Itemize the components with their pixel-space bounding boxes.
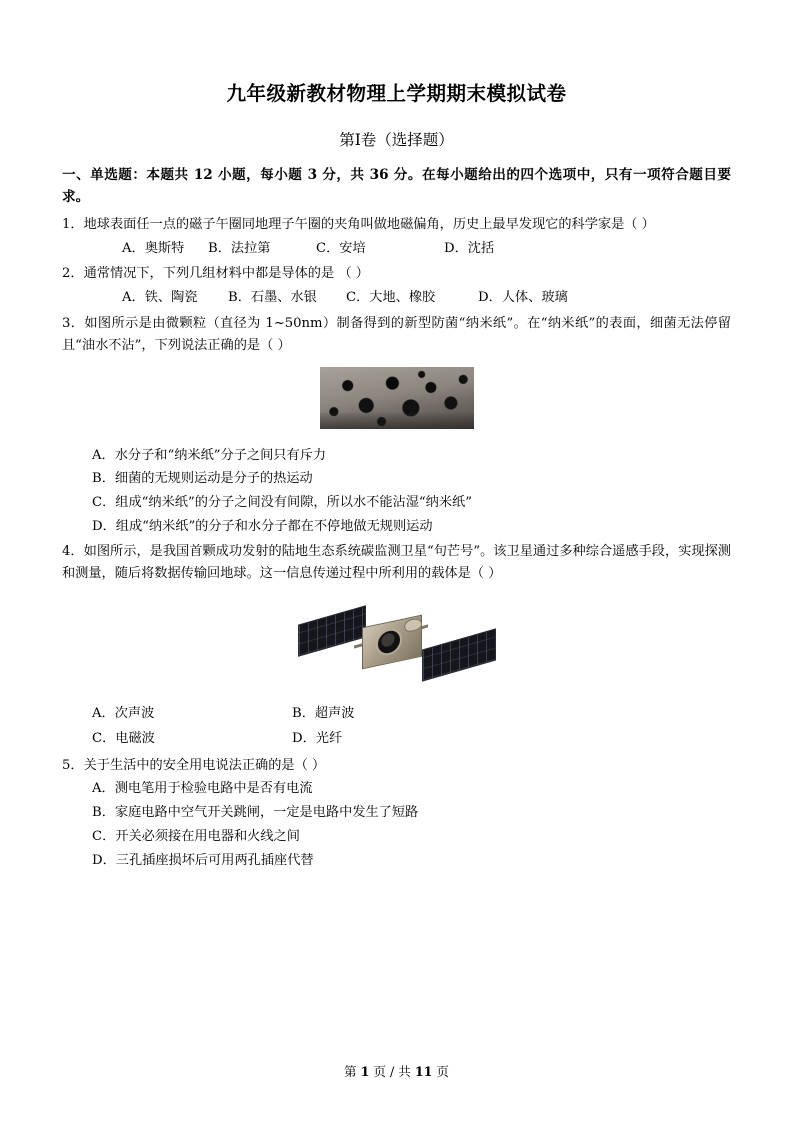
satellite-solar-panel-right xyxy=(422,629,496,682)
option-3-a: A．水分子和“纳米纸”分子之间只有斥力 xyxy=(92,447,327,463)
question-options-1 xyxy=(62,238,731,260)
option-5-b: B．家庭电路中空气开关跳闸，一定是电路中发生了短路 xyxy=(92,805,419,821)
nano-paper-photo xyxy=(320,367,474,429)
section-title: 第I卷（选择题） xyxy=(339,131,454,149)
option-3-b: B．细菌的无规则运动是分子的热运动 xyxy=(92,471,313,487)
question-options-2 xyxy=(62,287,731,309)
footer-prefix: 第 xyxy=(344,1064,357,1079)
option-4-a: A．次声波 xyxy=(92,706,155,722)
satellite-photo xyxy=(292,595,502,687)
page-footer xyxy=(0,1061,793,1080)
option-5-a: A．测电笔用于检验电路中是否有电流 xyxy=(92,781,313,797)
option-1-a: A．奥斯特 xyxy=(122,240,185,256)
option-4-c: C．电磁波 xyxy=(92,730,155,746)
option-2-d: D．人体、玻璃 xyxy=(478,290,568,306)
question-stem-4: 4．如图所示，是我国首颗成功发射的陆地生态系统碳监测卫星“句芒号”。该卫星通过多种综合遥感手段，实现探测和测量，随后将数据传输回地球。这一信息传递过程中所利用的载体是（ ） xyxy=(62,544,731,582)
option-1-b: B．法拉第 xyxy=(208,240,271,256)
question-options-4-row-2 xyxy=(62,728,731,751)
option-5-c: C．开关必须接在用电器和火线之间 xyxy=(92,828,300,844)
figure-nano-paper-wrapper xyxy=(62,367,731,433)
question-stem-2: 2．通常情况下，下列几组材料中都是导体的是 （ ） xyxy=(62,266,369,282)
option-1-c: C．安培 xyxy=(316,240,366,256)
option-2-a: A．铁、陶瓷 xyxy=(122,290,198,306)
option-5-d: D．三孔插座损坏后可用两孔插座代替 xyxy=(92,852,314,868)
page-title: 九年级新教材物理上学期期末模拟试卷 xyxy=(226,82,567,105)
option-4-b: B．超声波 xyxy=(292,706,355,722)
part-heading: 一、单选题：本题共 12 小题，每小题 3 分，共 36 分。在每小题给出的四个选项中，只有一项符合题目要求。 xyxy=(62,167,731,206)
question-options-4-row-1 xyxy=(62,703,731,726)
question-stem-1: 1．地球表面任一点的磁子午圈同地理子午圈的夹角叫做地磁偏角，历史上最早发现它的科学家是（ ） xyxy=(62,217,655,233)
footer-current-page: 1 xyxy=(360,1064,370,1079)
footer-total-pages: 11 xyxy=(414,1064,433,1079)
satellite-solar-panel-left xyxy=(298,605,366,656)
option-2-b: B．石墨、水银 xyxy=(228,290,317,306)
footer-suffix: 页 xyxy=(436,1064,449,1079)
option-1-d: D．沈括 xyxy=(444,240,495,256)
footer-middle: 页 / 共 xyxy=(373,1064,411,1079)
option-4-d: D．光纤 xyxy=(292,730,343,746)
option-3-d: D．组成“纳米纸”的分子和水分子都在不停地做无规则运动 xyxy=(92,518,433,534)
question-stem-5: 5．关于生活中的安全用电说法正确的是（ ） xyxy=(62,757,326,773)
option-3-c: C．组成“纳米纸”的分子之间没有间隙，所以水不能沾湿“纳米纸” xyxy=(92,494,472,510)
figure-satellite-wrapper xyxy=(62,595,731,691)
option-2-c: C．大地、橡胶 xyxy=(346,290,436,306)
question-stem-3: 3．如图所示是由微颗粒（直径为 1~50nm）制备得到的新型防菌“纳米纸”。在“纳米纸”的表面，细菌无法停留且“油水不沾”，下列说法正确的是（ ） xyxy=(62,315,731,353)
